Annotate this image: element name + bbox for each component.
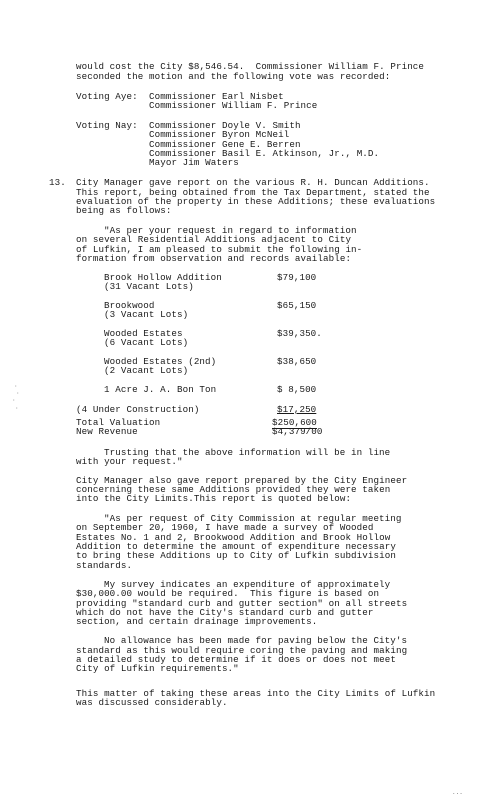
quote-line: City of Lufkin requirements." bbox=[76, 663, 239, 674]
text-line: being as follows: bbox=[76, 205, 172, 216]
quote-line: which do not have the City's standard curb and gutter bbox=[76, 607, 374, 618]
margin-speck: · bbox=[15, 405, 19, 412]
voter-name: Mayor Jim Waters bbox=[149, 157, 239, 168]
quote-line: on several Residential Additions adjacent to City bbox=[76, 234, 352, 245]
voter-name: Commissioner William F. Prince bbox=[149, 100, 318, 111]
addition-value: $17,250 bbox=[277, 404, 317, 415]
quote-line: on September 20, 1960, I have made a survey of Wooded bbox=[76, 522, 374, 533]
addition-name: Wooded Estates bbox=[104, 328, 183, 339]
addition-lots: (31 Vacant Lots) bbox=[104, 281, 194, 292]
quote-line: $30,000.00 would be required. This figure is based on bbox=[76, 588, 380, 599]
quote-line: section, and certain drainage improvements. bbox=[76, 616, 318, 627]
quote-line: Estates No. 1 and 2, Brookwood Addition and Brook Hollow bbox=[76, 532, 391, 543]
addition-name: (4 Under Construction) bbox=[76, 404, 200, 415]
text-line: into the City Limits.This report is quoted below: bbox=[76, 493, 352, 504]
text-line: City Manager gave report on the various R. H. Duncan Additions. bbox=[76, 177, 430, 188]
quote-line: to bring these Additions up to City of Lufkin subdivision bbox=[76, 550, 396, 561]
addition-lots: (6 Vacant Lots) bbox=[104, 337, 189, 348]
addition-value: $65,150 bbox=[277, 300, 317, 311]
quote-line: of Lufkin, I am pleased to submit the following in- bbox=[76, 244, 363, 255]
voting-aye-label: Voting Aye: bbox=[76, 91, 138, 102]
quote-line: standard as this would require coring the paving and making bbox=[76, 645, 408, 656]
quote-line: No allowance has been made for paving below the City's bbox=[104, 635, 408, 646]
revenue-value: $4,379/00 bbox=[272, 426, 323, 437]
revenue-label: New Revenue bbox=[76, 426, 138, 437]
voter-name: Commissioner Byron McNeil bbox=[149, 129, 290, 140]
text-line: was discussed considerably. bbox=[76, 697, 228, 708]
quote-line: providing "standard curb and gutter section" on all streets bbox=[76, 598, 408, 609]
quote-line: a detailed study to determine if it does or does not meet bbox=[76, 654, 396, 665]
quote-line: Addition to determine the amount of expenditure necessary bbox=[76, 541, 396, 552]
addition-value: $39,350. bbox=[277, 328, 322, 339]
voting-nay-label: Voting Nay: bbox=[76, 120, 138, 131]
addition-lots: (3 Vacant Lots) bbox=[104, 309, 189, 320]
text-line: Trusting that the above information will be in line bbox=[104, 447, 391, 458]
voter-name: Commissioner Doyle V. Smith bbox=[149, 120, 301, 131]
quote-line: My survey indicates an expenditure of approximately bbox=[104, 579, 391, 590]
item-number: 13. bbox=[49, 177, 66, 188]
text-line: concerning these same Additions provided they were taken bbox=[76, 484, 391, 495]
voter-name: Commissioner Gene E. Berren bbox=[149, 139, 301, 150]
footer-mark: ... bbox=[452, 789, 463, 796]
addition-name: 1 Acre J. A. Bon Ton bbox=[104, 384, 217, 395]
quote-line: "As per your request in regard to information bbox=[104, 225, 357, 236]
addition-name: Brook Hollow Addition bbox=[104, 272, 222, 283]
addition-value: $79,100 bbox=[277, 272, 317, 283]
text-line: This report, being obtained from the Tax Department, stated the bbox=[76, 187, 430, 198]
quote-line: standards. bbox=[76, 560, 133, 571]
addition-value: $38,650 bbox=[277, 356, 317, 367]
text-line: This matter of taking these areas into the City Limits of Lufkin bbox=[76, 688, 436, 699]
text-line: seconded the motion and the following vote was recorded: bbox=[76, 71, 391, 82]
addition-value: $ 8,500 bbox=[277, 384, 317, 395]
margin-speck: · bbox=[14, 383, 18, 390]
addition-name: Brookwood bbox=[104, 300, 155, 311]
addition-lots: (2 Vacant Lots) bbox=[104, 365, 189, 376]
margin-speck: · bbox=[16, 390, 20, 397]
margin-speck: · bbox=[12, 397, 16, 404]
text-line: evaluation of the property in these Additions; these evaluations bbox=[76, 196, 436, 207]
voter-name: Commissioner Earl Nisbet bbox=[149, 91, 284, 102]
addition-name: Wooded Estates (2nd) bbox=[104, 356, 217, 367]
total-label: Total Valuation bbox=[76, 417, 161, 428]
voter-name: Commissioner Basil E. Atkinson, Jr., M.D. bbox=[149, 148, 380, 159]
text-line: would cost the City $8,546.54. Commissioner William F. Prince bbox=[76, 61, 425, 72]
text-line: with your request." bbox=[76, 456, 183, 467]
quote-line: formation from observation and records available: bbox=[76, 253, 352, 264]
total-value: $250,600 bbox=[272, 417, 317, 428]
text-line: City Manager also gave report prepared by the City Engineer bbox=[76, 475, 408, 486]
quote-line: "As per request of City Commission at regular meeting bbox=[104, 513, 402, 524]
